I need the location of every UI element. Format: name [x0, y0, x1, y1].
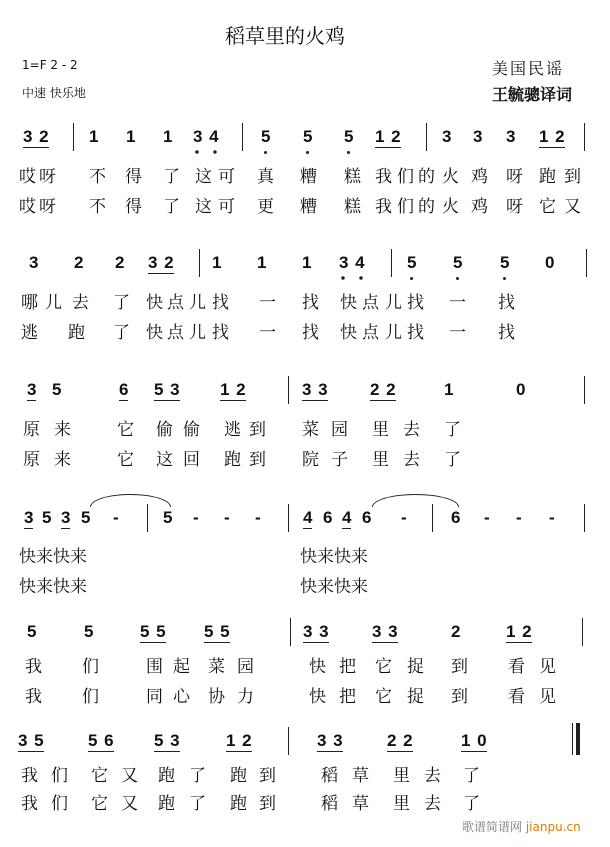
note: 5 [42, 508, 52, 527]
barline [432, 504, 433, 532]
lyric-2: 找 [302, 323, 319, 343]
note: 6 [362, 508, 372, 527]
lyric-1: 起 [173, 657, 190, 677]
lyric-2: 心 [173, 687, 190, 707]
note: 5 [27, 622, 37, 641]
lyric-1: 的 [418, 167, 435, 187]
lyric-2: 点 [167, 323, 184, 343]
note: 3 [61, 508, 71, 527]
lyric-2: 它 [539, 197, 556, 217]
lyric-2: 又 [121, 794, 138, 814]
lyric-1: 找 [407, 293, 424, 313]
lyric-1: 草 [352, 766, 369, 786]
lyric-2: 里 [372, 450, 389, 470]
lyric-1: 稻 [321, 766, 338, 786]
lyric-2: 又 [564, 197, 581, 217]
lyric-2: 点 [362, 323, 379, 343]
lyric-2: 把 [339, 687, 356, 707]
lyric-1: 糕 [344, 167, 361, 187]
slur [372, 494, 459, 507]
lyric-2: 它 [91, 794, 108, 814]
lyric-2: 了 [163, 197, 180, 217]
lyric-2: 得 [125, 197, 142, 217]
lyric-1: 见 [539, 657, 556, 677]
note: 1 [444, 380, 454, 399]
lyric-2: 跑 [68, 323, 85, 343]
note: 5 5 [204, 622, 230, 641]
lyric-2: 跑 [224, 450, 241, 470]
lyric-2: 找 [212, 323, 229, 343]
lyric-2: 了 [444, 450, 461, 470]
note: 3 3 [317, 731, 343, 750]
lyric-2: 哎 [19, 197, 36, 217]
note: 1 2 [220, 380, 246, 399]
final-barline-thin [572, 723, 573, 755]
lyric-2: 见 [539, 687, 556, 707]
barline [426, 123, 427, 151]
lyric-2: 快来快来 [19, 577, 87, 597]
lyric-2: 跑 [230, 794, 247, 814]
lyric-2: 快 [146, 323, 163, 343]
lyric-1: 鸡 [471, 167, 488, 187]
lyric-2: 可 [218, 197, 235, 217]
note: 3 5 [18, 731, 44, 750]
note: 2 [451, 622, 461, 641]
lyric-1: 到 [249, 420, 266, 440]
lyric-1: 看 [508, 657, 525, 677]
note: 1 [257, 253, 267, 272]
note: 5 [344, 127, 354, 146]
tempo-marking: 中速 快乐地 [22, 86, 86, 100]
lyric-1: 偷 [183, 420, 200, 440]
lyric-1: 糟 [300, 167, 317, 187]
note: 3 [27, 380, 37, 399]
lyric-1: 找 [302, 293, 319, 313]
barline [288, 504, 289, 532]
note: 1 0 [461, 731, 487, 750]
barline [582, 618, 583, 646]
lyric-2: 儿 [385, 323, 402, 343]
barline [584, 376, 585, 404]
lyric-2: 它 [117, 450, 134, 470]
lyric-1: 快 [309, 657, 326, 677]
lyric-2: 快 [340, 323, 357, 343]
note: 2 [115, 253, 125, 272]
lyric-2: 糕 [344, 197, 361, 217]
lyric-2: 了 [463, 794, 480, 814]
dash-note: - [516, 508, 522, 527]
lyric-1: 找 [212, 293, 229, 313]
lyric-1: 去 [424, 766, 441, 786]
lyric-1: 可 [218, 167, 235, 187]
lyric-2: 看 [508, 687, 525, 707]
lyric-1: 去 [72, 293, 89, 313]
note: 3 [29, 253, 39, 272]
lyric-1: 一 [259, 293, 276, 313]
lyric-1: 快 [146, 293, 163, 313]
lyric-1: 又 [121, 766, 138, 786]
note: 3 2 [148, 253, 174, 272]
dash-note: - [113, 508, 119, 527]
lyric-1: 点 [167, 293, 184, 313]
barline [586, 249, 587, 277]
lyric-1: 儿 [189, 293, 206, 313]
lyric-1: 哪 [21, 293, 38, 313]
lyric-2: 这 [156, 450, 173, 470]
lyric-1: 里 [393, 766, 410, 786]
lyric-2: 去 [424, 794, 441, 814]
lyric-2: 力 [237, 687, 254, 707]
lyric-1: 真 [257, 167, 274, 187]
lyric-2: 捉 [407, 687, 424, 707]
note: 3 4 [193, 127, 219, 154]
lyric-1: 它 [117, 420, 134, 440]
note: 5 [84, 622, 94, 641]
lyric-1: 了 [463, 766, 480, 786]
lyric-1: 了 [163, 167, 180, 187]
lyric-1: 跑 [230, 766, 247, 786]
lyric-1: 到 [259, 766, 276, 786]
lyric-1: 去 [403, 420, 420, 440]
lyric-2: 这 [195, 197, 212, 217]
dash-note: - [401, 508, 407, 527]
lyric-1: 把 [339, 657, 356, 677]
lyric-1: 呀 [506, 167, 523, 187]
song-title: 稻草里的火鸡 [225, 24, 345, 48]
lyric-2: 找 [407, 323, 424, 343]
note: 2 [74, 253, 84, 272]
lyric-2: 了 [113, 323, 130, 343]
dash-note: - [193, 508, 199, 527]
lyric-2: 同 [146, 687, 163, 707]
lyric-1: 原 [23, 420, 40, 440]
lyric-1: 到 [564, 167, 581, 187]
note: 3 [442, 127, 452, 146]
lyric-2: 院 [302, 450, 319, 470]
lyric-1: 快来快来 [19, 547, 87, 567]
note: 0 [516, 380, 526, 399]
lyric-2: 一 [259, 323, 276, 343]
note: 1 [212, 253, 222, 272]
barline [290, 618, 291, 646]
note: 2 2 [387, 731, 413, 750]
note: 1 2 [226, 731, 252, 750]
note: 5 6 [88, 731, 114, 750]
note: 4 [342, 508, 352, 527]
lyric-1: 不 [89, 167, 106, 187]
lyric-2: 找 [498, 323, 515, 343]
lyric-1: 点 [362, 293, 379, 313]
lyric-2: 不 [89, 197, 106, 217]
dash-note: - [484, 508, 490, 527]
lyric-1: 快 [340, 293, 357, 313]
lyric-2: 里 [393, 794, 410, 814]
note: 1 2 [375, 127, 401, 146]
lyric-2: 我 [25, 687, 42, 707]
lyric-1: 哎 [19, 167, 36, 187]
lyric-1: 火 [442, 167, 459, 187]
lyric-1: 捉 [407, 657, 424, 677]
note: 3 2 [23, 127, 49, 146]
lyric-1: 一 [449, 293, 466, 313]
slur [90, 494, 171, 507]
lyric-translator: 王毓骢译词 [492, 85, 573, 104]
note: 1 2 [506, 622, 532, 641]
barline [391, 249, 392, 277]
watermark-site: jianpu.cn [525, 820, 581, 834]
note: 6 [323, 508, 333, 527]
lyric-2: 协 [208, 687, 225, 707]
lyric-1: 围 [146, 657, 163, 677]
lyric-2: 呀 [39, 197, 56, 217]
lyric-1: 我 [21, 766, 38, 786]
note: 5 [81, 508, 91, 527]
note: 3 3 [303, 622, 329, 641]
note: 5 [52, 380, 62, 399]
lyric-2: 跑 [158, 794, 175, 814]
note: 1 [126, 127, 136, 146]
lyric-1: 们 [82, 657, 99, 677]
note: 4 [303, 508, 313, 527]
note: 3 [24, 508, 34, 527]
note: 1 [89, 127, 99, 146]
lyric-1: 菜 [302, 420, 319, 440]
lyric-1: 了 [113, 293, 130, 313]
final-barline-thick [576, 723, 580, 755]
lyric-1: 跑 [539, 167, 556, 187]
lyric-2: 更 [257, 197, 274, 217]
note: 5 [303, 127, 313, 146]
lyric-2: 糟 [300, 197, 317, 217]
lyric-1: 它 [375, 657, 392, 677]
note: 5 [500, 253, 510, 272]
lyric-2: 我 [375, 197, 392, 217]
lyric-2: 我 [21, 794, 38, 814]
dash-note: - [255, 508, 261, 527]
lyric-2: 原 [23, 450, 40, 470]
note: 3 3 [302, 380, 328, 399]
lyric-1: 儿 [385, 293, 402, 313]
lyric-2: 到 [451, 687, 468, 707]
lyric-1: 呀 [39, 167, 56, 187]
note: 0 [545, 253, 555, 272]
lyric-1: 偷 [156, 420, 173, 440]
barline [584, 123, 585, 151]
lyric-2: 草 [352, 794, 369, 814]
lyric-1: 菜 [208, 657, 225, 677]
note: 1 [302, 253, 312, 272]
lyric-2: 快 [309, 687, 326, 707]
lyric-2: 了 [189, 794, 206, 814]
lyric-1: 们 [397, 167, 414, 187]
note: 5 5 [140, 622, 166, 641]
lyric-1: 得 [125, 167, 142, 187]
lyric-2: 回 [183, 450, 200, 470]
lyric-2: 们 [397, 197, 414, 217]
song-origin: 美国民谣 [492, 59, 565, 78]
lyric-1: 园 [331, 420, 348, 440]
note: 5 3 [154, 380, 180, 399]
lyric-2: 鸡 [471, 197, 488, 217]
lyric-1: 来 [54, 420, 71, 440]
lyric-1: 我 [25, 657, 42, 677]
note: 3 [473, 127, 483, 146]
note: 2 2 [370, 380, 396, 399]
lyric-2: 它 [375, 687, 392, 707]
note: 5 [453, 253, 463, 272]
lyric-1: 跑 [158, 766, 175, 786]
lyric-2: 去 [403, 450, 420, 470]
barline [199, 249, 200, 277]
barline [242, 123, 243, 151]
lyric-1: 逃 [224, 420, 241, 440]
lyric-2: 儿 [189, 323, 206, 343]
lyric-1: 了 [189, 766, 206, 786]
watermark [462, 818, 581, 835]
lyric-2: 一 [449, 323, 466, 343]
note: 1 [163, 127, 173, 146]
lyric-1: 快来快来 [300, 547, 368, 567]
lyric-2: 到 [259, 794, 276, 814]
lyric-2: 呀 [506, 197, 523, 217]
note: 5 [261, 127, 271, 146]
note: 3 4 [339, 253, 365, 280]
lyric-2: 稻 [321, 794, 338, 814]
note: 6 [119, 380, 129, 399]
note: 1 2 [539, 127, 565, 146]
note: 6 [451, 508, 461, 527]
barline [73, 123, 74, 151]
lyric-1: 园 [237, 657, 254, 677]
barline [584, 504, 585, 532]
barline [147, 504, 148, 532]
dash-note: - [224, 508, 230, 527]
lyric-1: 了 [444, 420, 461, 440]
lyric-2: 到 [249, 450, 266, 470]
note: 5 3 [154, 731, 180, 750]
note: 3 [506, 127, 516, 146]
barline [288, 376, 289, 404]
lyric-2: 逃 [21, 323, 38, 343]
lyric-2: 火 [442, 197, 459, 217]
lyric-2: 们 [51, 794, 68, 814]
barline [288, 727, 289, 755]
note: 5 [407, 253, 417, 272]
lyric-1: 它 [91, 766, 108, 786]
lyric-1: 到 [451, 657, 468, 677]
key-signature: 1=F 2 - 2 [22, 58, 78, 72]
lyric-2: 子 [331, 450, 348, 470]
watermark-text: 歌谱简谱网 [462, 820, 523, 834]
note: 3 3 [372, 622, 398, 641]
lyric-2: 快来快来 [300, 577, 368, 597]
lyric-1: 们 [51, 766, 68, 786]
note: 5 [163, 508, 173, 527]
lyric-2: 来 [54, 450, 71, 470]
lyric-1: 找 [498, 293, 515, 313]
lyric-2: 们 [82, 687, 99, 707]
lyric-1: 我 [375, 167, 392, 187]
lyric-2: 的 [418, 197, 435, 217]
lyric-1: 里 [372, 420, 389, 440]
lyric-1: 这 [195, 167, 212, 187]
dash-note: - [549, 508, 555, 527]
lyric-1: 儿 [45, 293, 62, 313]
